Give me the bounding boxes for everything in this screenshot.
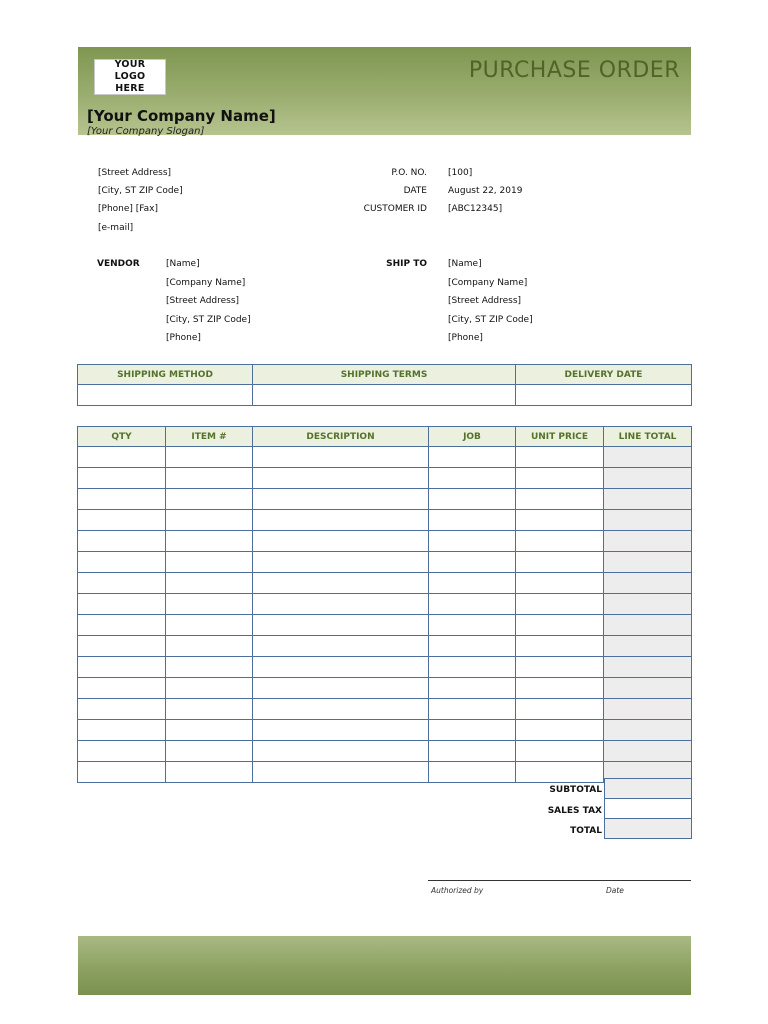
table-row <box>78 615 692 636</box>
line-total-cell[interactable] <box>604 573 692 594</box>
vendor-label: VENDOR <box>97 259 140 269</box>
description-cell[interactable] <box>253 594 429 615</box>
unit-price-cell[interactable] <box>516 678 604 699</box>
qty-cell[interactable] <box>78 741 166 762</box>
unit-price-cell[interactable] <box>516 489 604 510</box>
job-cell[interactable] <box>429 741 516 762</box>
unit-price-cell[interactable] <box>516 699 604 720</box>
qty-cell[interactable] <box>78 678 166 699</box>
item-number-cell[interactable] <box>166 615 253 636</box>
qty-cell[interactable] <box>78 468 166 489</box>
vendor-name: [Name] <box>166 259 200 269</box>
logo-text: YOUR LOGO HERE <box>114 59 146 94</box>
item-number-cell[interactable] <box>166 489 253 510</box>
line-total-header: LINE TOTAL <box>604 427 692 447</box>
line-total-cell[interactable] <box>604 510 692 531</box>
qty-cell[interactable] <box>78 531 166 552</box>
item-number-cell[interactable] <box>166 510 253 531</box>
table-row <box>78 594 692 615</box>
unit-price-cell[interactable] <box>516 720 604 741</box>
line-total-cell[interactable] <box>604 594 692 615</box>
table-row <box>78 489 692 510</box>
description-cell[interactable] <box>253 678 429 699</box>
shipping-table <box>77 364 692 406</box>
line-total-cell[interactable] <box>604 678 692 699</box>
vendor-phone: [Phone] <box>166 333 201 343</box>
shipping-method-cell[interactable] <box>78 385 253 406</box>
table-row <box>78 531 692 552</box>
sales-tax-cell[interactable] <box>604 798 692 819</box>
delivery-date-cell[interactable] <box>516 385 692 406</box>
description-cell[interactable] <box>253 552 429 573</box>
delivery-date-header: DELIVERY DATE <box>516 365 692 385</box>
table-row <box>78 573 692 594</box>
item-number-cell[interactable] <box>166 573 253 594</box>
job-cell[interactable] <box>429 573 516 594</box>
signature-date-label: Date <box>606 886 624 895</box>
unit-price-header: UNIT PRICE <box>516 427 604 447</box>
qty-cell[interactable] <box>78 615 166 636</box>
document-title: PURCHASE ORDER <box>468 58 680 83</box>
line-total-cell[interactable] <box>604 552 692 573</box>
sender-phone-fax: [Phone] [Fax] <box>98 204 158 214</box>
table-row <box>78 510 692 531</box>
item-number-cell[interactable] <box>166 678 253 699</box>
job-cell[interactable] <box>429 447 516 468</box>
table-row <box>78 741 692 762</box>
qty-cell[interactable] <box>78 573 166 594</box>
table-row <box>78 552 692 573</box>
vendor-city: [City, ST ZIP Code] <box>166 315 251 325</box>
job-cell[interactable] <box>429 468 516 489</box>
item-number-cell[interactable] <box>166 720 253 741</box>
description-cell[interactable] <box>253 657 429 678</box>
qty-cell[interactable] <box>78 636 166 657</box>
unit-price-cell[interactable] <box>516 510 604 531</box>
ship-to-phone: [Phone] <box>448 333 483 343</box>
qty-cell[interactable] <box>78 594 166 615</box>
vendor-company: [Company Name] <box>166 278 246 288</box>
table-row <box>78 699 692 720</box>
unit-price-cell[interactable] <box>516 531 604 552</box>
line-total-cell[interactable] <box>604 615 692 636</box>
ship-to-company: [Company Name] <box>448 278 528 288</box>
shipping-terms-header: SHIPPING TERMS <box>253 365 516 385</box>
unit-price-cell[interactable] <box>516 552 604 573</box>
description-cell[interactable] <box>253 762 429 783</box>
ship-to-street: [Street Address] <box>448 296 522 306</box>
line-total-cell[interactable] <box>604 531 692 552</box>
shipping-header-row <box>78 365 692 385</box>
description-cell[interactable] <box>253 510 429 531</box>
qty-cell[interactable] <box>78 699 166 720</box>
unit-price-cell[interactable] <box>516 573 604 594</box>
subtotal-label: SUBTOTAL <box>549 785 602 795</box>
job-cell[interactable] <box>429 510 516 531</box>
job-cell[interactable] <box>429 657 516 678</box>
description-cell[interactable] <box>253 615 429 636</box>
sender-email: [e-mail] <box>98 223 134 233</box>
table-row <box>78 468 692 489</box>
description-cell[interactable] <box>253 447 429 468</box>
items-table <box>77 426 692 783</box>
description-header: DESCRIPTION <box>253 427 429 447</box>
item-number-cell[interactable] <box>166 531 253 552</box>
ship-to-city: [City, ST ZIP Code] <box>448 315 533 325</box>
job-cell[interactable] <box>429 531 516 552</box>
item-number-cell[interactable] <box>166 636 253 657</box>
unit-price-cell[interactable] <box>516 615 604 636</box>
qty-cell[interactable] <box>78 552 166 573</box>
item-number-header: ITEM # <box>166 427 253 447</box>
subtotal-cell[interactable] <box>604 778 692 799</box>
items-header-row <box>78 427 692 447</box>
item-number-cell[interactable] <box>166 741 253 762</box>
item-number-cell[interactable] <box>166 468 253 489</box>
job-cell[interactable] <box>429 720 516 741</box>
table-row <box>78 762 692 783</box>
customer-id-label: CUSTOMER ID <box>363 204 427 214</box>
footer-band <box>78 936 691 995</box>
line-total-cell[interactable] <box>604 720 692 741</box>
unit-price-cell[interactable] <box>516 741 604 762</box>
unit-price-cell[interactable] <box>516 657 604 678</box>
sales-tax-label: SALES TAX <box>547 806 602 816</box>
description-cell[interactable] <box>253 468 429 489</box>
item-number-cell[interactable] <box>166 699 253 720</box>
shipping-terms-cell[interactable] <box>253 385 516 406</box>
description-cell[interactable] <box>253 573 429 594</box>
total-label: TOTAL <box>570 826 602 836</box>
company-slogan: [Your Company Slogan] <box>87 126 205 137</box>
sender-street: [Street Address] <box>98 168 172 178</box>
description-cell[interactable] <box>253 720 429 741</box>
job-cell[interactable] <box>429 594 516 615</box>
item-number-cell[interactable] <box>166 762 253 783</box>
job-cell[interactable] <box>429 489 516 510</box>
job-header: JOB <box>429 427 516 447</box>
company-name: [Your Company Name] <box>87 107 276 125</box>
line-total-cell[interactable] <box>604 699 692 720</box>
date-label: DATE <box>403 186 427 196</box>
line-total-cell[interactable] <box>604 489 692 510</box>
date-value: August 22, 2019 <box>448 186 523 196</box>
sender-city: [City, ST ZIP Code] <box>98 186 183 196</box>
line-total-cell[interactable] <box>604 741 692 762</box>
shipping-method-header: SHIPPING METHOD <box>78 365 253 385</box>
table-row <box>78 636 692 657</box>
job-cell[interactable] <box>429 762 516 783</box>
ship-to-name: [Name] <box>448 259 482 269</box>
item-number-cell[interactable] <box>166 657 253 678</box>
description-cell[interactable] <box>253 531 429 552</box>
item-number-cell[interactable] <box>166 447 253 468</box>
description-cell[interactable] <box>253 699 429 720</box>
unit-price-cell[interactable] <box>516 762 604 783</box>
unit-price-cell[interactable] <box>516 636 604 657</box>
signature-line <box>428 880 691 881</box>
line-total-cell[interactable] <box>604 636 692 657</box>
table-row <box>78 678 692 699</box>
job-cell[interactable] <box>429 678 516 699</box>
po-number-label: P.O. NO. <box>391 168 427 178</box>
unit-price-cell[interactable] <box>516 594 604 615</box>
line-total-cell[interactable] <box>604 468 692 489</box>
table-row <box>78 447 692 468</box>
qty-cell[interactable] <box>78 762 166 783</box>
total-cell[interactable] <box>604 818 692 839</box>
table-row <box>78 720 692 741</box>
qty-cell[interactable] <box>78 447 166 468</box>
qty-cell[interactable] <box>78 720 166 741</box>
authorized-by-label: Authorized by <box>431 886 484 895</box>
ship-to-label: SHIP TO <box>386 259 427 269</box>
shipping-row <box>78 385 692 406</box>
job-cell[interactable] <box>429 636 516 657</box>
company-logo <box>94 59 166 95</box>
description-cell[interactable] <box>253 636 429 657</box>
item-number-cell[interactable] <box>166 594 253 615</box>
description-cell[interactable] <box>253 489 429 510</box>
customer-id-value: [ABC12345] <box>448 204 503 214</box>
po-number-value: [100] <box>448 168 473 178</box>
qty-cell[interactable] <box>78 657 166 678</box>
table-row <box>78 657 692 678</box>
job-cell[interactable] <box>429 615 516 636</box>
job-cell[interactable] <box>429 699 516 720</box>
vendor-street: [Street Address] <box>166 296 240 306</box>
item-number-cell[interactable] <box>166 552 253 573</box>
job-cell[interactable] <box>429 552 516 573</box>
unit-price-cell[interactable] <box>516 447 604 468</box>
qty-cell[interactable] <box>78 489 166 510</box>
qty-header: QTY <box>78 427 166 447</box>
description-cell[interactable] <box>253 741 429 762</box>
unit-price-cell[interactable] <box>516 468 604 489</box>
line-total-cell[interactable] <box>604 447 692 468</box>
qty-cell[interactable] <box>78 510 166 531</box>
line-total-cell[interactable] <box>604 657 692 678</box>
